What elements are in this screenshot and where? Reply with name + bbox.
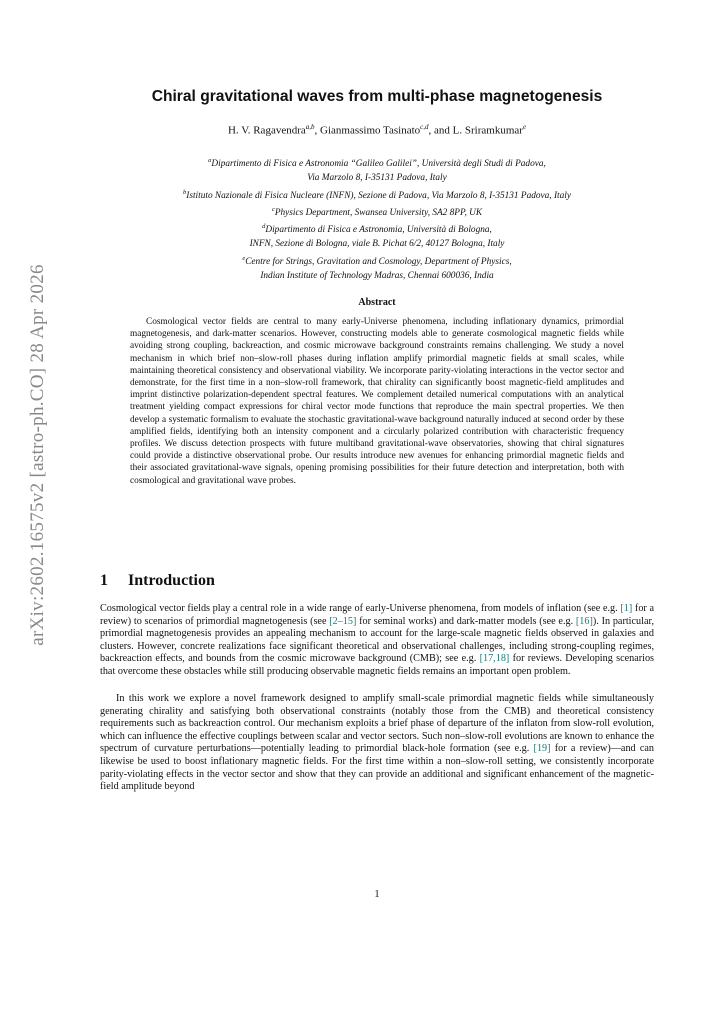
author-name: L. Sriramkumar [452, 124, 523, 137]
section-heading [100, 572, 215, 590]
paragraph-text: Cosmological vector fields play a central role in a wide range of early-Universe phenomena, from models of inflation (see e.g. [100, 603, 621, 614]
affil-marker: a [208, 157, 212, 164]
author-affil-marker: e [522, 123, 527, 131]
affiliation-line [60, 237, 694, 251]
affil-text: Via Marzolo 8, I-35131 Padova, Italy [307, 173, 447, 184]
affiliation-line [60, 220, 694, 237]
affiliation-line [60, 186, 694, 203]
citation-link[interactable]: [16] [575, 615, 593, 627]
affil-text: Physics Department, Swansea University, SA2 8PP, UK [274, 207, 483, 218]
citation-link[interactable]: [1] [620, 603, 633, 614]
page-number: 1 [374, 889, 380, 900]
affiliation-line [60, 154, 694, 171]
section-title: Introduction [128, 572, 215, 589]
paragraph-text: for reviews. Developing scenarios that overcome these obstacles while still producing observable magnetic fields remains an important open problem. [100, 653, 655, 677]
affil-text: Istituto Nazionale di Fisica Nucleare (INFN), Sezione di Padova, Via Marzolo 8, I-35131 Padova, Italy [186, 190, 571, 201]
author-affil-marker: c,d [420, 123, 429, 131]
author-name: H. V. Ragavendra [227, 124, 306, 137]
author-conjunction: and [434, 124, 450, 137]
citation-link[interactable]: [2–15] [329, 615, 357, 627]
affil-text: INFN, Sezione di Bologna, viale B. Pichat 6/2, 40127 Bologna, Italy [249, 239, 505, 250]
affil-text: Indian Institute of Technology Madras, Chennai 600036, India [260, 270, 494, 281]
arxiv-identifier: arXiv:2602.16575v2 [astro-ph.CO] 28 Apr 2026 [27, 264, 48, 646]
paragraph-text: In this work we explore a novel framework designed to amplify small-scale primordial magnetic fields while simultaneously generating chirality and satisfying both observational constraints (notably those from the CMB) and theoretical consistency requirements such as backreaction control. Our mechanism exploits a brief phase of departure of the inflaton from slow-roll evolution, which can influence the effective couplings between scalar and vector sectors. Such non–slow-roll evolutions are known to enhance the spectrum of curvature perturbations—potentially leading to primordial black-hole formation (see e.g. [100, 693, 654, 755]
body-paragraph [100, 603, 654, 679]
affil-text: Dipartimento di Fisica e Astronomia, Università di Bologna, [265, 225, 492, 236]
section-number: 1 [100, 572, 108, 589]
body-paragraph [100, 693, 654, 794]
affiliation-line [60, 252, 694, 269]
affil-marker: c [271, 205, 275, 213]
citation-link[interactable]: [19] [533, 743, 551, 755]
affil-text: Centre for Strings, Gravitation and Cosmology, Department of Physics, [245, 256, 512, 267]
affil-marker: d [262, 223, 266, 231]
paragraph-text: ). In particular, primordial magnetogenesis provides an appealing mechanism to account for the large-scale magnetic fields observed in galaxies and clusters. However, concrete realizations face significant theoretical and observational challenges, including strong-coupling regimes, backreaction effects, and bounds from the cosmic microwave background (CMB); see e.g. [100, 615, 654, 665]
affiliation-line [60, 171, 694, 185]
author-list: H. V. Ragavendra$^{a,b}$, Gianmassimo Tasinato$^{c,d}$, and L. Sriramkumar$^e$ [227, 123, 527, 137]
affiliation-line [60, 269, 694, 283]
affil-text: Dipartimento di Fisica e Astronomia “Galileo Galilei”, Università degli Studi di Padova, [211, 159, 546, 170]
affil-marker: b [183, 188, 187, 196]
affiliation-list [60, 154, 694, 283]
paragraph-text: for seminal works) and dark-matter models (see e.g. [356, 615, 576, 627]
paper-title: Chiral gravitational waves from multi-phase magnetogenesis [151, 88, 603, 105]
author-name: Gianmassimo Tasinato [320, 124, 421, 137]
affil-marker: e [242, 254, 246, 262]
citation-link[interactable]: [17,18] [479, 653, 510, 665]
abstract-heading: Abstract [358, 297, 396, 308]
abstract-body: Cosmological vector fields are central to many early-Universe phenomena, including inflationary dynamics, primordial magnetogenesis, and dark-matter scenarios. However, constructing models able to generate cosmological magnetic fields while avoiding strong coupling, backreaction, and cosmic microwave background constraints remains challenging. We study a novel mechanism in which brief non–slow-roll phases during inflation amplify primordial magnetic fields at small scales, while maintaining theoretical consistency and observational viability. We incorporate parity-violating interactions in the vector sector and demonstrate, for the first time in a non–slow-roll framework, that chirality can significantly boost magnetic-field amplitudes and imprint distinctive polarization-dependent spectral features. We complement detailed numerical computations with an analytical treatment yielding compact expressions for chiral vector mode functions that reproduce the main spectral properties. We then develop a systematic formalism to evaluate the stochastic gravitational-wave background naturally induced at second order by these amplified fields, identifying both an intensity component and a circularly polarized contribution with characteristic frequency profiles. We discuss detection prospects with future multiband gravitational-wave observatories, showing that chiral signatures could provide a distinctive observational probe. Our results introduce new avenues for enhancing primordial magnetic fields and their associated gravitational-wave signals, opening promising possibilities for their future detection and interpretation, both with cosmological and gravitational wave probes. [130, 317, 624, 486]
paragraph-text: for a review)—and can likewise be used to boost inflationary magnetic fields. For the first time within a non–slow-roll setting, we consistently incorporate parity-violating effects in the vector sector and show that they can provide an additional and significant enhancement of the magnetic-field amplitude beyond [100, 743, 655, 793]
author-affil-marker: a,b [305, 123, 315, 131]
affiliation-line [60, 203, 694, 220]
paragraph-text: for a review) to scenarios of primordial magnetogenesis (see [100, 603, 654, 627]
